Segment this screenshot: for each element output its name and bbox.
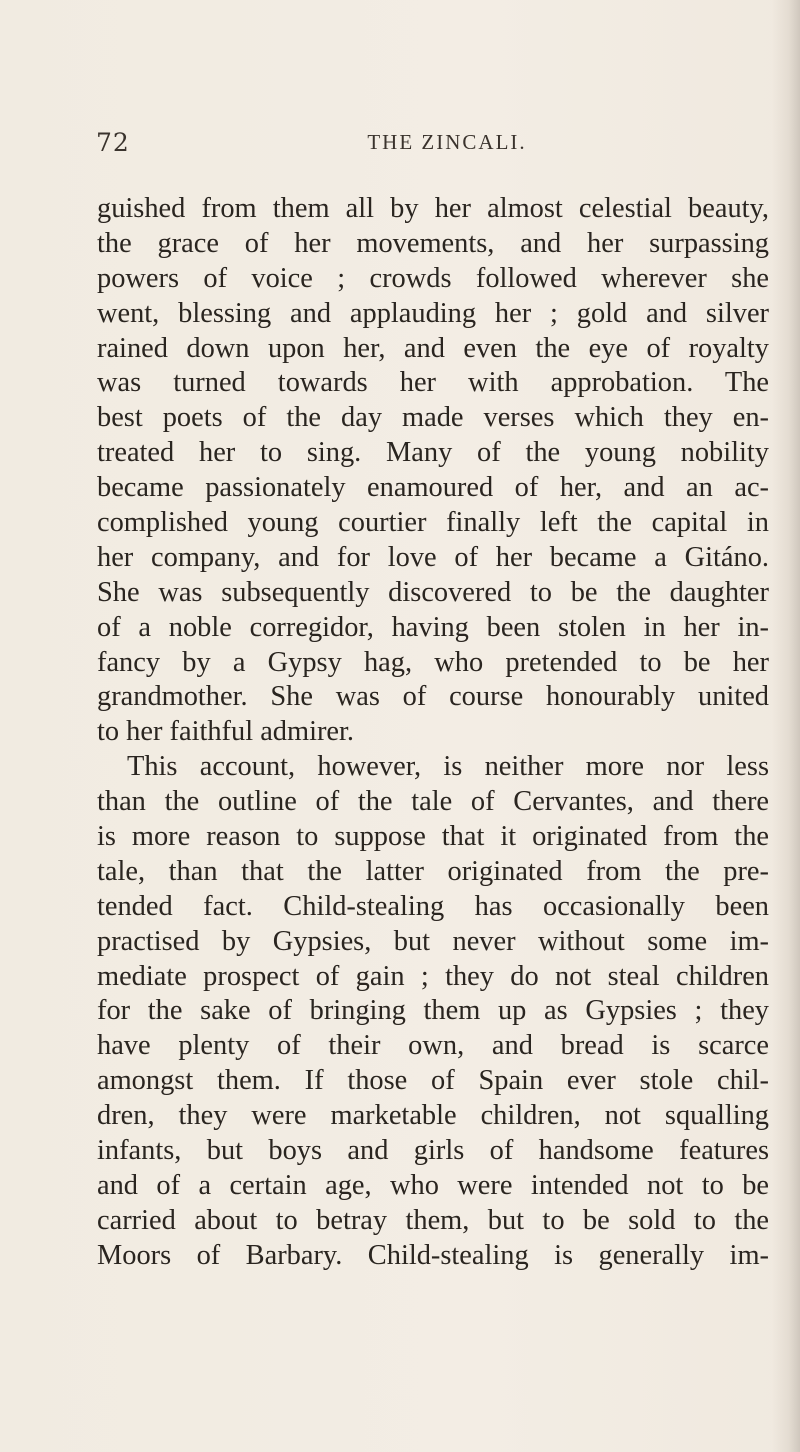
text-line: treated her to sing. Many of the young nobility xyxy=(97,437,769,469)
text-line: practised by Gypsies, but never without some im- xyxy=(97,925,769,957)
page-number: 72 xyxy=(96,128,130,157)
text-line: dren, they were marketable children, not squalling xyxy=(97,1100,769,1132)
text-line: fancy by a Gypsy hag, who pretended to be her xyxy=(97,646,769,678)
text-line: went, blessing and applauding her ; gold and silver xyxy=(97,297,769,329)
text-line: grandmother. She was of course honourably united xyxy=(97,681,769,713)
text-line: for the sake of bringing them up as Gypsies ; they xyxy=(97,995,769,1027)
text-line: and of a certain age, who were intended not to be xyxy=(97,1169,769,1201)
text-line: have plenty of their own, and bread is scarce xyxy=(97,1030,769,1062)
text-line: She was subsequently discovered to be the daughter xyxy=(97,576,769,608)
text-line: powers of voice ; crowds followed wherever she xyxy=(97,262,769,294)
text-line: of a noble corregidor, having been stolen in her in- xyxy=(97,611,769,643)
text-line: was turned towards her with approbation. The xyxy=(97,367,769,399)
text-line: complished young courtier finally left the capital in xyxy=(97,507,769,539)
text-line: her company, and for love of her became a Gitáno. xyxy=(97,541,769,573)
paragraph-start-line: This account, however, is neither more nor less xyxy=(127,751,769,783)
text-line: is more reason to suppose that it originated from the xyxy=(97,821,769,853)
paragraph-end-line: to her faithful admirer. xyxy=(97,716,354,748)
text-line: mediate prospect of gain ; they do not steal children xyxy=(97,960,769,992)
text-line: tended fact. Child-stealing has occasionally been xyxy=(97,890,769,922)
text-line: guished from them all by her almost celestial beauty, xyxy=(97,193,769,224)
text-line: rained down upon her, and even the eye of royalty xyxy=(97,332,769,364)
text-line: the grace of her movements, and her surpassing xyxy=(97,227,769,259)
page-header xyxy=(96,128,768,168)
text-line: than the outline of the tale of Cervantes, and there xyxy=(97,786,769,818)
text-line: infants, but boys and girls of handsome features xyxy=(97,1135,769,1167)
page-edge-shadow xyxy=(772,0,800,1452)
text-line: carried about to betray them, but to be sold to the xyxy=(97,1204,769,1236)
text-line: Moors of Barbary. Child-stealing is generally im- xyxy=(97,1239,769,1271)
text-line: became passionately enamoured of her, and an ac- xyxy=(97,472,769,504)
running-title: THE ZINCALI. xyxy=(367,130,527,154)
body-text xyxy=(97,192,769,1274)
text-line: best poets of the day made verses which they en- xyxy=(97,402,769,434)
text-line: amongst them. If those of Spain ever stole chil- xyxy=(97,1065,769,1097)
text-line: tale, than that the latter originated from the pre- xyxy=(97,855,769,887)
